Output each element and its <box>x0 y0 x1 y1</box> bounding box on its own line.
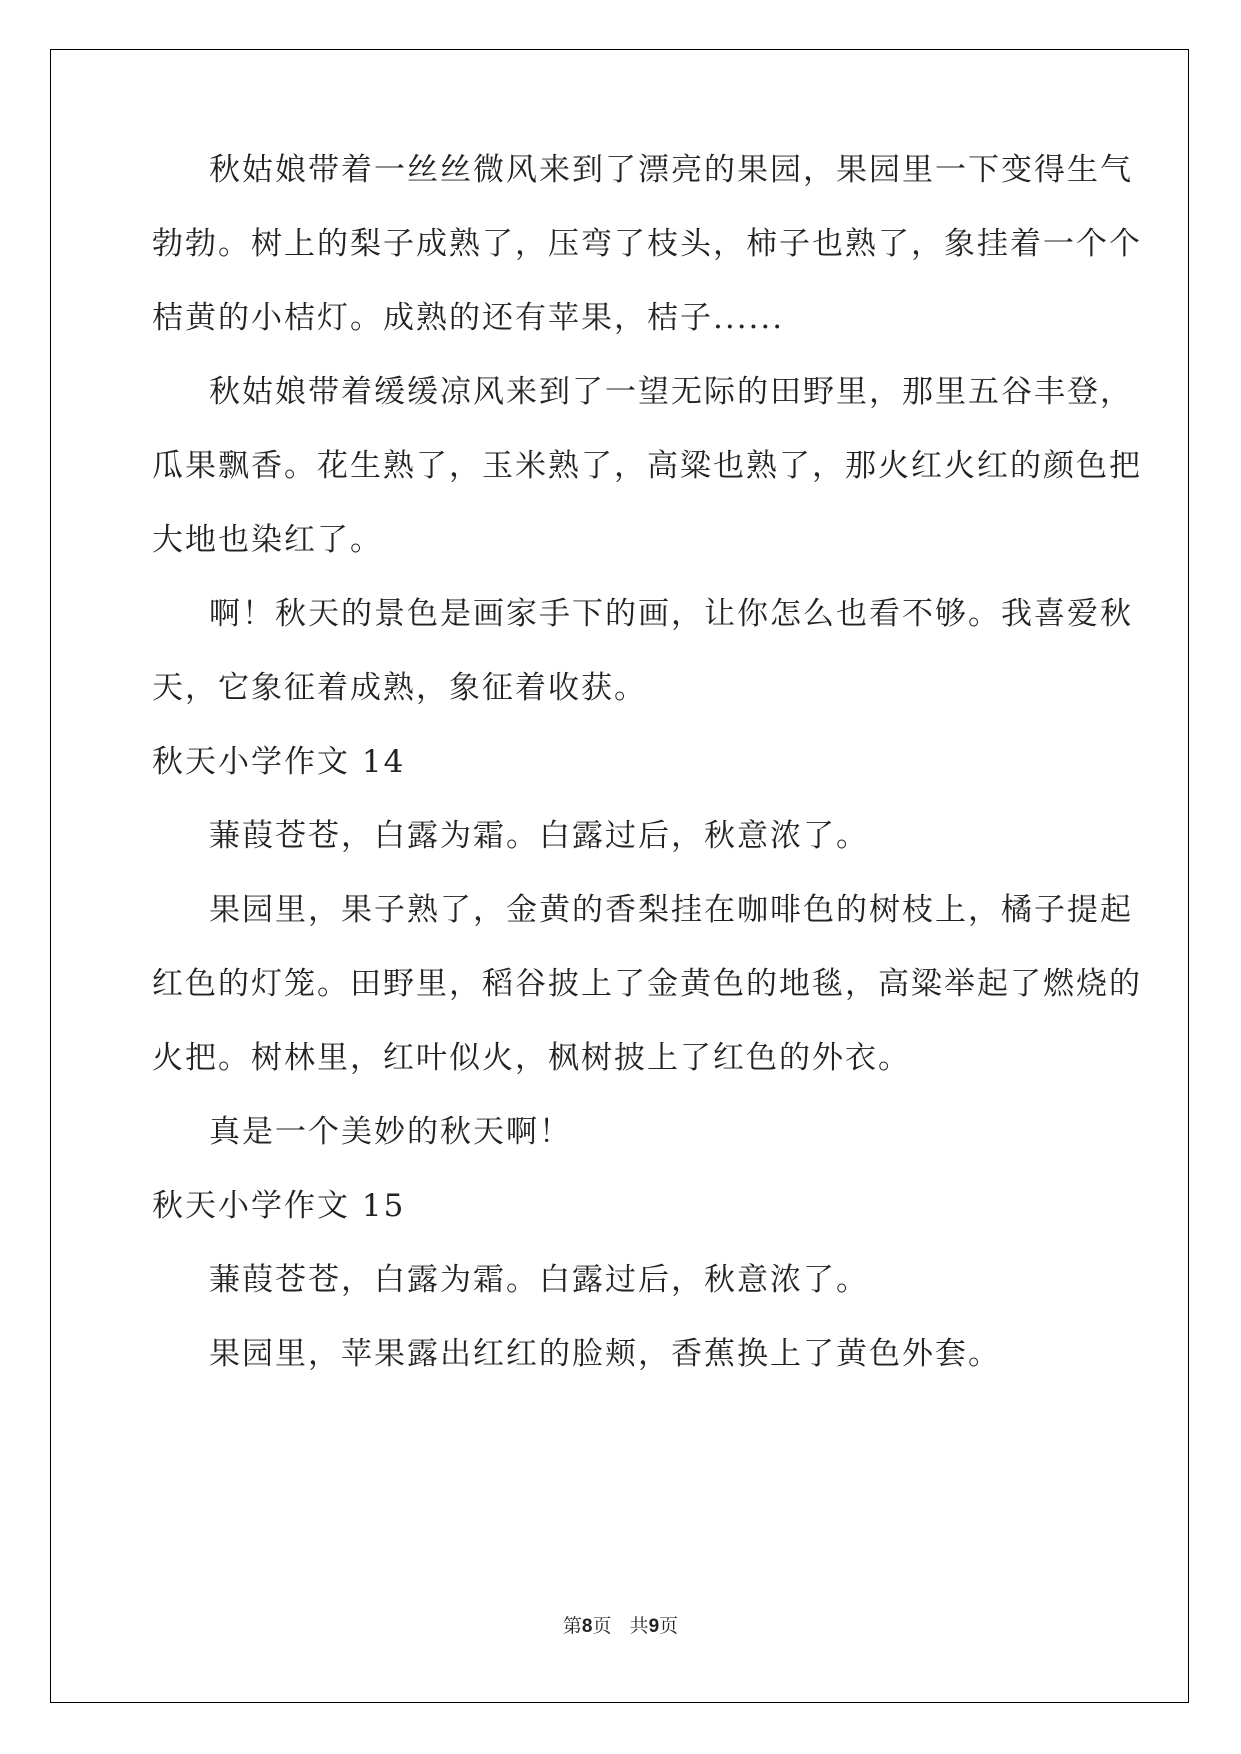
paragraph-line: 天，它象征着成熟，象征着收获。 <box>152 670 647 706</box>
paragraph-line: 真是一个美妙的秋天啊！ <box>209 1114 572 1150</box>
paragraph-line: 果园里，苹果露出红红的脸颊，香蕉换上了黄色外套。 <box>209 1336 1001 1372</box>
paragraph-line: 大地也染红了。 <box>152 522 383 558</box>
footer-mid: 页 共 <box>592 1615 649 1637</box>
paragraph-line: 秋姑娘带着一丝丝微风来到了漂亮的果园，果园里一下变得生气 <box>209 152 1133 188</box>
section-heading: 秋天小学作文 15 <box>152 1188 406 1224</box>
paragraph-line: 蒹葭苍苍，白露为霜。白露过后，秋意浓了。 <box>209 818 869 854</box>
paragraph-line: 秋姑娘带着缓缓凉风来到了一望无际的田野里，那里五谷丰登， <box>209 374 1133 410</box>
section-heading: 秋天小学作文 14 <box>152 744 406 780</box>
paragraph-line: 瓜果飘香。花生熟了，玉米熟了，高粱也熟了，那火红火红的颜色把 <box>152 448 1142 484</box>
footer-suffix: 页 <box>659 1615 679 1637</box>
page-footer <box>0 1611 1241 1638</box>
footer-prefix: 第 <box>562 1615 582 1637</box>
paragraph-line: 蒹葭苍苍，白露为霜。白露过后，秋意浓了。 <box>209 1262 869 1298</box>
total-page-number: 9 <box>648 1616 660 1637</box>
paragraph-line: 火把。树林里，红叶似火，枫树披上了红色的外衣。 <box>152 1040 911 1076</box>
current-page-number: 8 <box>581 1616 593 1637</box>
paragraph-line: 勃勃。树上的梨子成熟了，压弯了枝头，柿子也熟了，象挂着一个个 <box>152 226 1142 262</box>
paragraph-line: 桔黄的小桔灯。成熟的还有苹果，桔子...... <box>152 300 785 336</box>
paragraph-line: 果园里，果子熟了，金黄的香梨挂在咖啡色的树枝上，橘子提起 <box>209 892 1133 928</box>
paragraph-line: 红色的灯笼。田野里，稻谷披上了金黄色的地毯，高粱举起了燃烧的 <box>152 966 1142 1002</box>
paragraph-line: 啊！秋天的景色是画家手下的画，让你怎么也看不够。我喜爱秋 <box>209 596 1133 632</box>
